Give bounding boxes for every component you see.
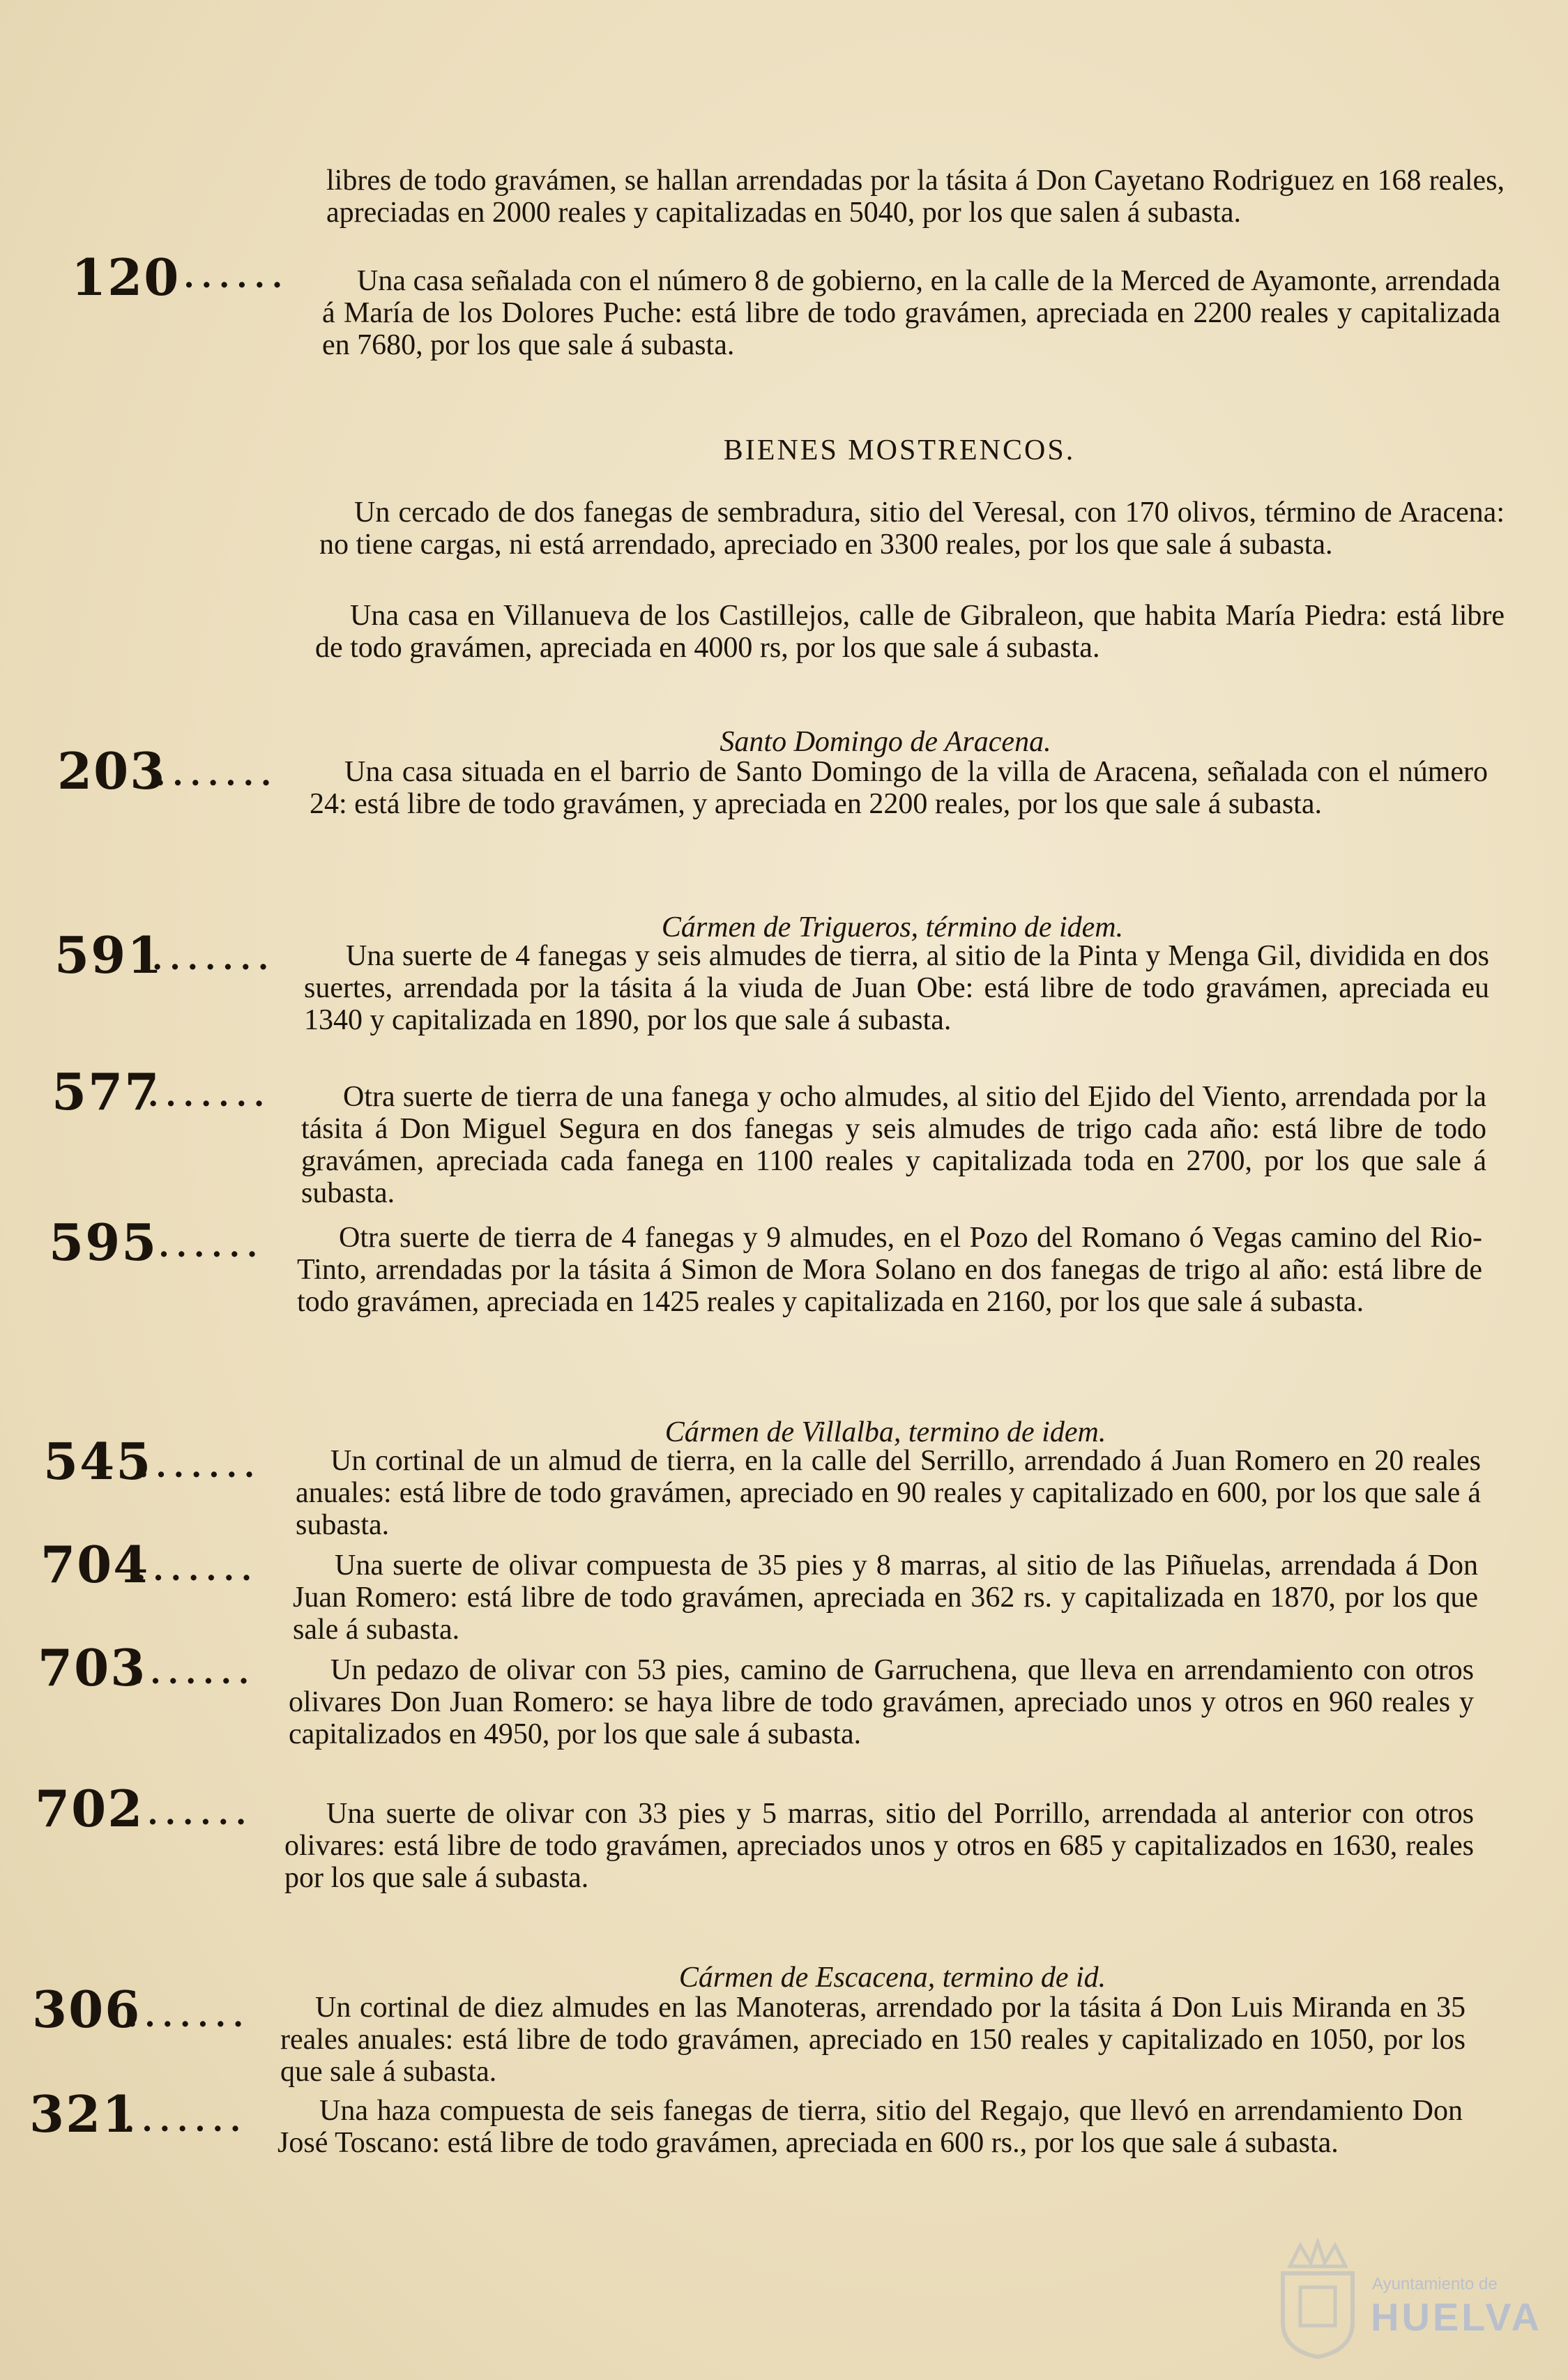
entry-text: Otra suerte de tierra de una fanega y ocho almudes, al sitio del Ejido del Viento, arrendada por la tásita á Don Miguel Segura en dos fanegas y seis almudes de trigo cada año: está libre de todo gravámen, apreciada cada fanega en 1100 reales y capitalizada toda en 2700, por los que sale á subasta. xyxy=(301,1081,1486,1209)
leader-dots: ....... xyxy=(130,1796,254,1832)
entry-number: 321 xyxy=(29,2084,139,2144)
entry-number: 702 xyxy=(35,1779,144,1838)
entry-text: Un cortinal de diez almudes en las Manoteras, arrendado por la tásita á Don Luis Miranda en 35 reales anuales: está libre de todo gravámen, apreciado en 150 reales y capitalizado en 1050, por los que sale á subasta. xyxy=(280,1992,1466,2088)
logo-text-small: Ayuntamiento de xyxy=(1372,2275,1498,2294)
leader-dots: ....... xyxy=(127,1999,251,2034)
leader-dots: ....... xyxy=(132,1655,257,1691)
entry-number: 704 xyxy=(40,1535,150,1594)
entry-text: Un pedazo de olivar con 53 pies, camino de Garruchena, que lleva en arrendamiento con otros olivares Don Juan Romero: se haya libre de todo gravámen, apreciado unos y otros en 960 reales y capitalizados en 4950, por los que sale á subasta. xyxy=(289,1654,1474,1750)
logo-text-large: HUELVA xyxy=(1371,2295,1542,2339)
entry-number: 577 xyxy=(52,1062,161,1121)
section-heading: Cármen de Villalba, termino de idem. xyxy=(664,1416,1106,1448)
entry-text: Una suerte de 4 fanegas y seis almudes de tierra, al sitio de la Pinta y Menga Gil, dividida en dos suertes, arrendada por la tásita á la viuda de Juan Obe: está libre de todo gravámen, apreciada eu 1340 y capitalizada en 1890, por los que sale á subasta. xyxy=(304,940,1489,1036)
leader-dots: ....... xyxy=(138,1449,262,1485)
entry-text: Una suerte de olivar con 33 pies y 5 marras, sitio del Porrillo, arrendada al anterior con otros olivares: está libre de todo gravámen, apreciados unos y otros en 685 y capitalizados en 1630, reales por los que sale á subasta. xyxy=(284,1798,1474,1894)
entry-text: Una casa señalada con el número 8 de gobierno, en la calle de la Merced de Ayamonte, arrendada á María de los Dolores Puche: está libre de todo gravámen, apreciada en 2200 reales y capitalizada en 7680, por los que sale á subasta. xyxy=(322,265,1500,361)
entry-number: 306 xyxy=(32,1980,142,2039)
section-heading: Cármen de Trigueros, término de idem. xyxy=(661,911,1124,943)
entry-text: Una casa situada en el barrio de Santo Domingo de la villa de Aracena, señalada con el número 24: está libre de todo gravámen, y apreciada en 2200 reales, por los que sale á subasta. xyxy=(310,756,1488,820)
entry-number: 120 xyxy=(71,248,181,307)
leader-dots: ....... xyxy=(141,1229,265,1264)
entry-text: Un cercado de dos fanegas de sembradura, sitio del Veresal, con 170 olivos, término de Aracena: no tiene cargas, ni está arrendado, apreciado en 3300 reales, por los que sale á subasta. xyxy=(319,497,1505,561)
leader-dots: ....... xyxy=(166,259,290,295)
section-heading: Santo Domingo de Aracena. xyxy=(720,726,1051,758)
entry-text: Otra suerte de tierra de 4 fanegas y 9 almudes, en el Pozo del Romano ó Vegas camino del Rio-Tinto, arrendadas por la tásita á Simon de Mora Solano en dos fanegas de trigo al año: está libre de todo gravámen, apreciada en 1425 reales y capitalizada en 2160, por los que sale á subasta. xyxy=(297,1222,1482,1318)
section-heading: BIENES MOSTRENCOS. xyxy=(723,434,1076,467)
leader-dots: ....... xyxy=(152,941,276,977)
entry-number: 203 xyxy=(57,741,167,801)
entry-text: Un cortinal de un almud de tierra, en la calle del Serrillo, arrendado á Juan Romero en 20 reales anuales: está libre de todo gravámen, apreciado en 90 reales y capitalizado en 600, por los que sale á subasta. xyxy=(296,1445,1481,1541)
leader-dots: ....... xyxy=(135,1552,259,1588)
entry-text: Una casa en Villanueva de los Castillejos, calle de Gibraleon, que habita María Piedra: está libre de todo gravámen, apreciada en 4000 rs, por los que sale á subasta. xyxy=(315,600,1505,664)
leader-dots: ....... xyxy=(148,1078,272,1114)
entry-continuation: libres de todo gravámen, se hallan arrendadas por la tásita á Don Cayetano Rodriguez en 168 reales, apreciadas en 2000 reales y capitalizadas en 5040, por los que salen á subasta. xyxy=(326,165,1505,229)
entry-number: 703 xyxy=(38,1638,147,1697)
entry-number: 591 xyxy=(54,925,164,985)
entry-number: 595 xyxy=(49,1213,158,1272)
leader-dots: ....... xyxy=(155,757,279,793)
section-heading: Cármen de Escacena, termino de id. xyxy=(678,1962,1106,1994)
entry-text: Una haza compuesta de seis fanegas de tierra, sitio del Regajo, que llevó en arrendamiento Don José Toscano: está libre de todo gravámen, apreciada en 600 rs., por los que sale á subasta. xyxy=(277,2095,1463,2159)
leader-dots: ....... xyxy=(124,2103,248,2139)
entry-number: 545 xyxy=(43,1432,153,1491)
entry-text: Una suerte de olivar compuesta de 35 pies y 8 marras, al sitio de las Piñuelas, arrendada á Don Juan Romero: está libre de todo gravámen, apreciada en 362 rs. y capitalizada en 1870, por los que sale á subasta. xyxy=(293,1549,1478,1646)
